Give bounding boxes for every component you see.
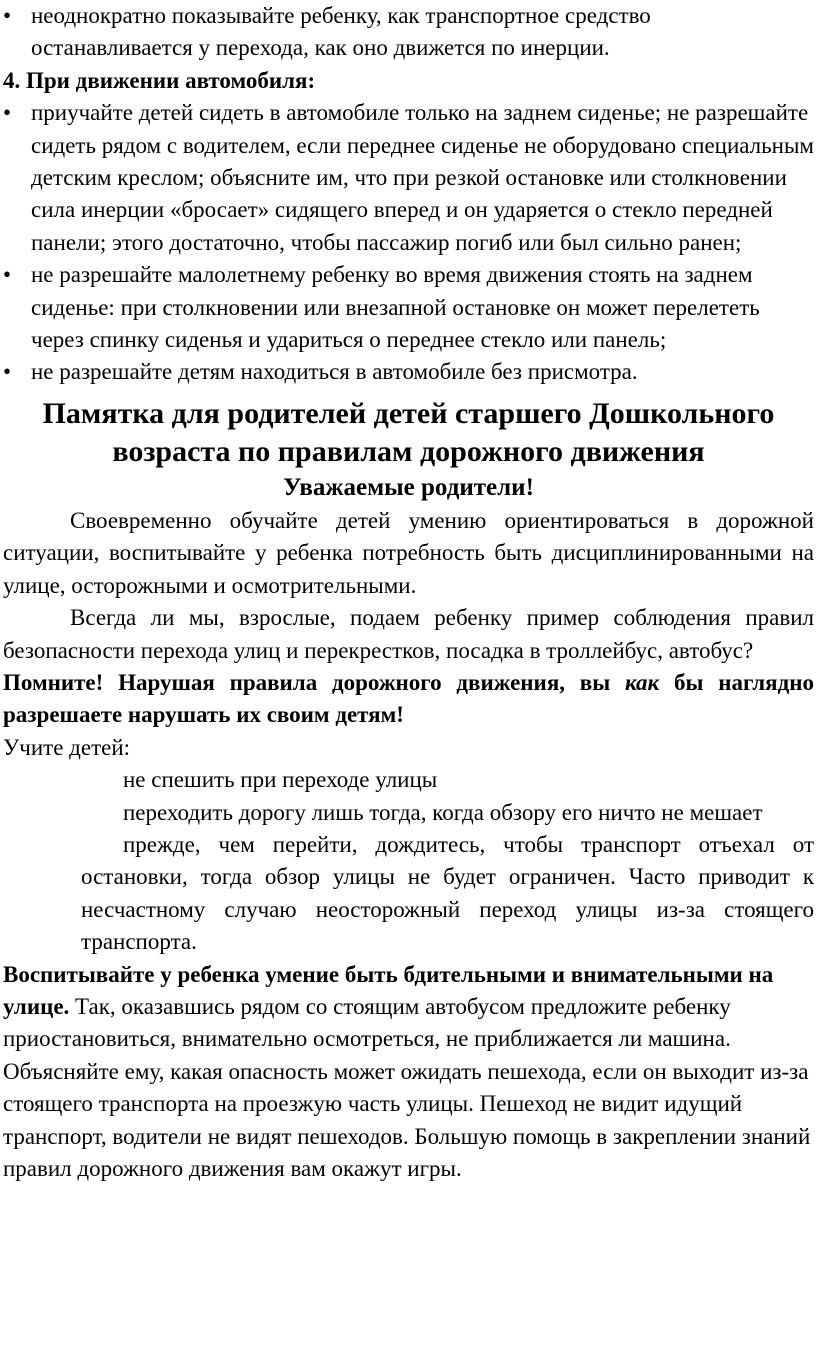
list-item-text: прежде, чем перейти, дождитесь, чтобы транспорт отъехал от остановки, тогда обзор улицы не будет ограничен. Часто приводит к несчастному случаю неосторожный переход улицы из-за стоящего транспорта.: [81, 831, 814, 955]
section-heading: 4. При движении автомобиля:: [3, 67, 316, 93]
list-item: [3, 356, 814, 388]
greeting: Уважаемые родители!: [283, 473, 534, 501]
checkbox-glyph-icon: [47, 764, 81, 796]
page-title: Памятка для родителей детей старшего Дошкольного возраста по правилам дорожного движения: [42, 396, 775, 468]
vigilance-paragraph: [3, 959, 814, 1186]
bullet: •: [3, 359, 12, 385]
list-item-text: не разрешайте детям находиться в автомобиле без присмотра.: [31, 359, 638, 385]
remember-text: Помните! Нарушая правила дорожного движения, вы: [3, 669, 611, 695]
paragraph: Своевременно обучайте детей умению ориентироваться в дорожной ситуации, воспитывайте у ребенка потребность быть дисциплинированными на улице, осторожными и осмотрительными.: [3, 507, 814, 598]
bullet: •: [3, 262, 12, 288]
list-item-text: не спешить при переходе улицы: [123, 767, 438, 793]
remember-italic-word: как: [624, 669, 660, 695]
teach-label: Учите детей:: [3, 734, 131, 760]
list-item-text: приучайте детей сидеть в автомобиле только на заднем сиденье; не разрешайте сидеть рядом с водителем, если переднее сиденье не оборудовано специальным детским креслом; объясните им, что при резкой остановке или столкновении сила инерции «бросает» сидящего вперед и он ударяется о стекло передней панели; этого достаточно, чтобы пассажир погиб или был сильно ранен;: [31, 100, 814, 255]
checkbox-glyph-icon: [47, 797, 81, 829]
vigilance-text: Так, оказавшись рядом со стоящим автобусом предложите ребенку приостановиться, внимательно осмотреться, не приближается ли машина. Объясняйте ему, какая опасность может ожидать пешехода, если он выходит из-за стоящего транспорта на проезжую часть улицы. Пешеход не видит идущий транспорт, водители не видят пешеходов. Большую помощь в закреплении знаний правил дорожного движения вам окажут игры.: [3, 993, 811, 1181]
list-item: [47, 829, 814, 959]
list-item-text: неоднократно показывайте ребенку, как транспортное средство останавливается у перехода, как оно движется по инерции.: [31, 3, 651, 61]
vigilance-bold-text: Воспитывайте у ребенка умение быть бдительными и внимательными на улице.: [3, 961, 774, 1019]
list-item-text: не разрешайте малолетнему ребенку во время движения стоять на заднем сиденье: при столкновении или внезапной остановке он может перелететь через спинку сиденья и удариться о переднее стекло или панель;: [31, 262, 760, 353]
list-item: [3, 97, 814, 259]
bullet: •: [3, 100, 12, 126]
paragraph: Всегда ли мы, взрослые, подаем ребенку пример соблюдения правил безопасности перехода улиц и перекрестков, посадка в троллейбус, автобус?: [3, 605, 814, 663]
list-item: [3, 0, 814, 65]
remember-text: бы наглядно разрешаете нарушать их своим детям!: [3, 669, 814, 728]
list-item: [47, 764, 814, 796]
checkbox-glyph-icon: [47, 829, 81, 959]
list-item: [47, 797, 814, 829]
bullet: •: [3, 3, 12, 28]
remember-paragraph: [3, 667, 814, 732]
list-item-text: переходить дорогу лишь тогда, когда обзору его ничто не мешает: [123, 799, 763, 825]
list-item: [3, 259, 814, 356]
